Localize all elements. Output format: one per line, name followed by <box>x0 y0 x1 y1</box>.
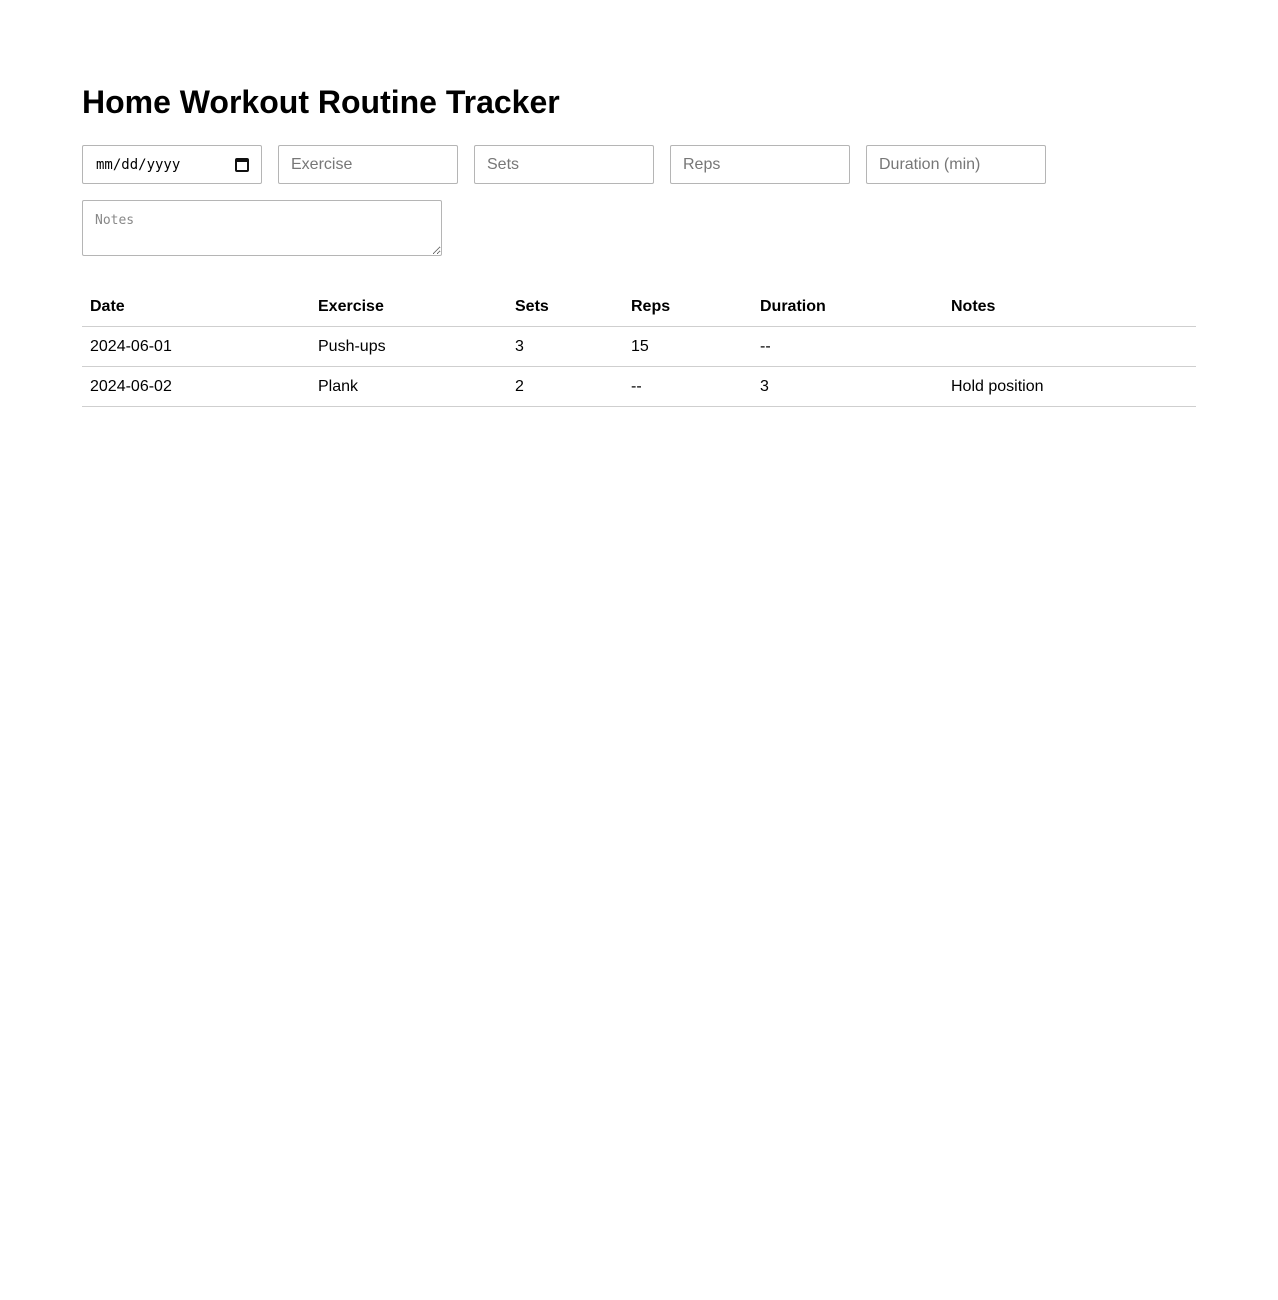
sets-field-wrap <box>474 145 654 184</box>
header-duration: Duration <box>752 287 943 327</box>
exercise-field-wrap <box>278 145 458 184</box>
header-exercise: Exercise <box>310 287 507 327</box>
cell-duration: -- <box>752 327 943 367</box>
exercise-input[interactable] <box>291 156 445 174</box>
entry-form <box>82 145 1046 184</box>
cell-date: 2024-06-01 <box>82 327 310 367</box>
reps-field-wrap <box>670 145 850 184</box>
cell-exercise: Plank <box>310 367 507 407</box>
date-input[interactable] <box>82 145 262 184</box>
table-row <box>82 367 1196 407</box>
page-title: Home Workout Routine Tracker <box>82 84 560 120</box>
sets-input[interactable] <box>487 156 641 174</box>
cell-reps: -- <box>623 367 752 407</box>
header-date: Date <box>82 287 310 327</box>
duration-input[interactable] <box>879 156 1033 174</box>
header-reps: Reps <box>623 287 752 327</box>
notes-wrap <box>82 200 442 261</box>
notes-textarea[interactable] <box>82 200 442 256</box>
cell-exercise: Push-ups <box>310 327 507 367</box>
cell-duration: 3 <box>752 367 943 407</box>
workout-table <box>82 287 1196 407</box>
cell-reps: 15 <box>623 327 752 367</box>
cell-notes <box>943 327 1196 367</box>
date-placeholder: mm/dd/yyyy <box>96 156 181 173</box>
cell-sets: 3 <box>507 327 623 367</box>
table-header-row <box>82 287 1196 327</box>
header-notes: Notes <box>943 287 1196 327</box>
table-row <box>82 327 1196 367</box>
cell-date: 2024-06-02 <box>82 367 310 407</box>
reps-input[interactable] <box>683 156 837 174</box>
calendar-icon[interactable] <box>235 158 249 172</box>
cell-sets: 2 <box>507 367 623 407</box>
cell-notes: Hold position <box>943 367 1196 407</box>
duration-field-wrap <box>866 145 1046 184</box>
header-sets: Sets <box>507 287 623 327</box>
